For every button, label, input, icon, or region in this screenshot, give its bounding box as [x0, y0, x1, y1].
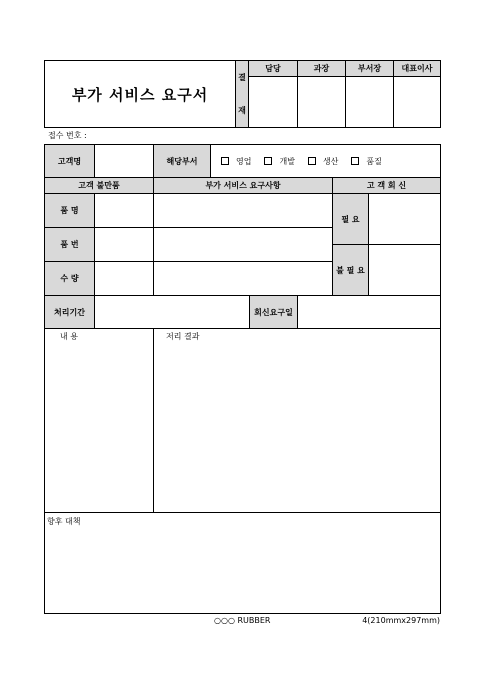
- signature-box-ceo[interactable]: [394, 77, 440, 127]
- reply-request-date-field[interactable]: [298, 296, 440, 328]
- future-action-area[interactable]: [45, 530, 440, 613]
- department-options: [211, 145, 440, 177]
- signature-box-department-head[interactable]: [346, 77, 393, 127]
- result-label: 저리 결과: [166, 332, 200, 341]
- customer-name-field[interactable]: [95, 145, 153, 177]
- content-area[interactable]: [45, 344, 153, 512]
- receipt-number-label: 접수 번호 :: [48, 131, 87, 140]
- reply-required-label: 필 요: [333, 194, 368, 244]
- document-title: 부가 서비스 요구서: [71, 85, 209, 104]
- checkbox-development[interactable]: [264, 157, 272, 165]
- department-production: 생산: [322, 156, 339, 166]
- reply-request-date-label: 회신요구일: [250, 296, 297, 328]
- future-action-label: 향후 대책: [47, 517, 81, 526]
- reply-not-required-field[interactable]: [369, 245, 440, 295]
- product-number-field[interactable]: [95, 228, 153, 261]
- signature-box-staff[interactable]: [249, 77, 297, 127]
- processing-period-label: 처리기간: [45, 296, 94, 328]
- approver-ceo: 대표이사: [401, 64, 433, 73]
- product-number-label: 품 번: [45, 228, 94, 261]
- reply-required-field[interactable]: [369, 194, 440, 244]
- product-name-field[interactable]: [95, 194, 153, 227]
- request-field-2[interactable]: [154, 228, 332, 261]
- request-field-3[interactable]: [154, 262, 332, 295]
- quantity-field[interactable]: [95, 262, 153, 295]
- department-label: 해당부서: [154, 145, 210, 177]
- approver-manager: 과장: [313, 64, 330, 73]
- approver-staff: 담당: [265, 64, 281, 73]
- approval-label-bottom: 재: [238, 106, 246, 115]
- approval-label: [236, 61, 248, 127]
- reply-not-required-label: 불 필 요: [333, 245, 368, 295]
- section-header-request: 부가 서비스 요구사항: [154, 178, 332, 193]
- section-header-complaint: 고객 불만품: [45, 178, 153, 193]
- result-area[interactable]: [154, 344, 440, 512]
- checkbox-quality[interactable]: [351, 157, 359, 165]
- processing-period-field[interactable]: [95, 296, 249, 328]
- approver-department-head: 부서장: [357, 64, 382, 73]
- department-sales: 영업: [236, 156, 252, 166]
- product-name-label: 품 명: [45, 194, 94, 227]
- request-field-1[interactable]: [154, 194, 332, 227]
- quantity-label: 수 량: [45, 262, 94, 295]
- checkbox-production[interactable]: [308, 157, 316, 165]
- department-development: 개발: [279, 156, 295, 166]
- content-label: 내 용: [60, 332, 78, 341]
- section-header-reply: 고 객 회 신: [333, 178, 440, 193]
- approval-label-top: 결: [238, 73, 246, 82]
- customer-name-label: 고객명: [45, 145, 94, 177]
- footer-paper-size: 4(210mmx297mm): [362, 616, 440, 625]
- receipt-number-field[interactable]: [95, 130, 225, 142]
- checkbox-sales[interactable]: [221, 157, 229, 165]
- department-quality: 품질: [366, 156, 382, 166]
- footer-company: ○○○ RUBBER: [214, 616, 271, 625]
- signature-box-manager[interactable]: [298, 77, 345, 127]
